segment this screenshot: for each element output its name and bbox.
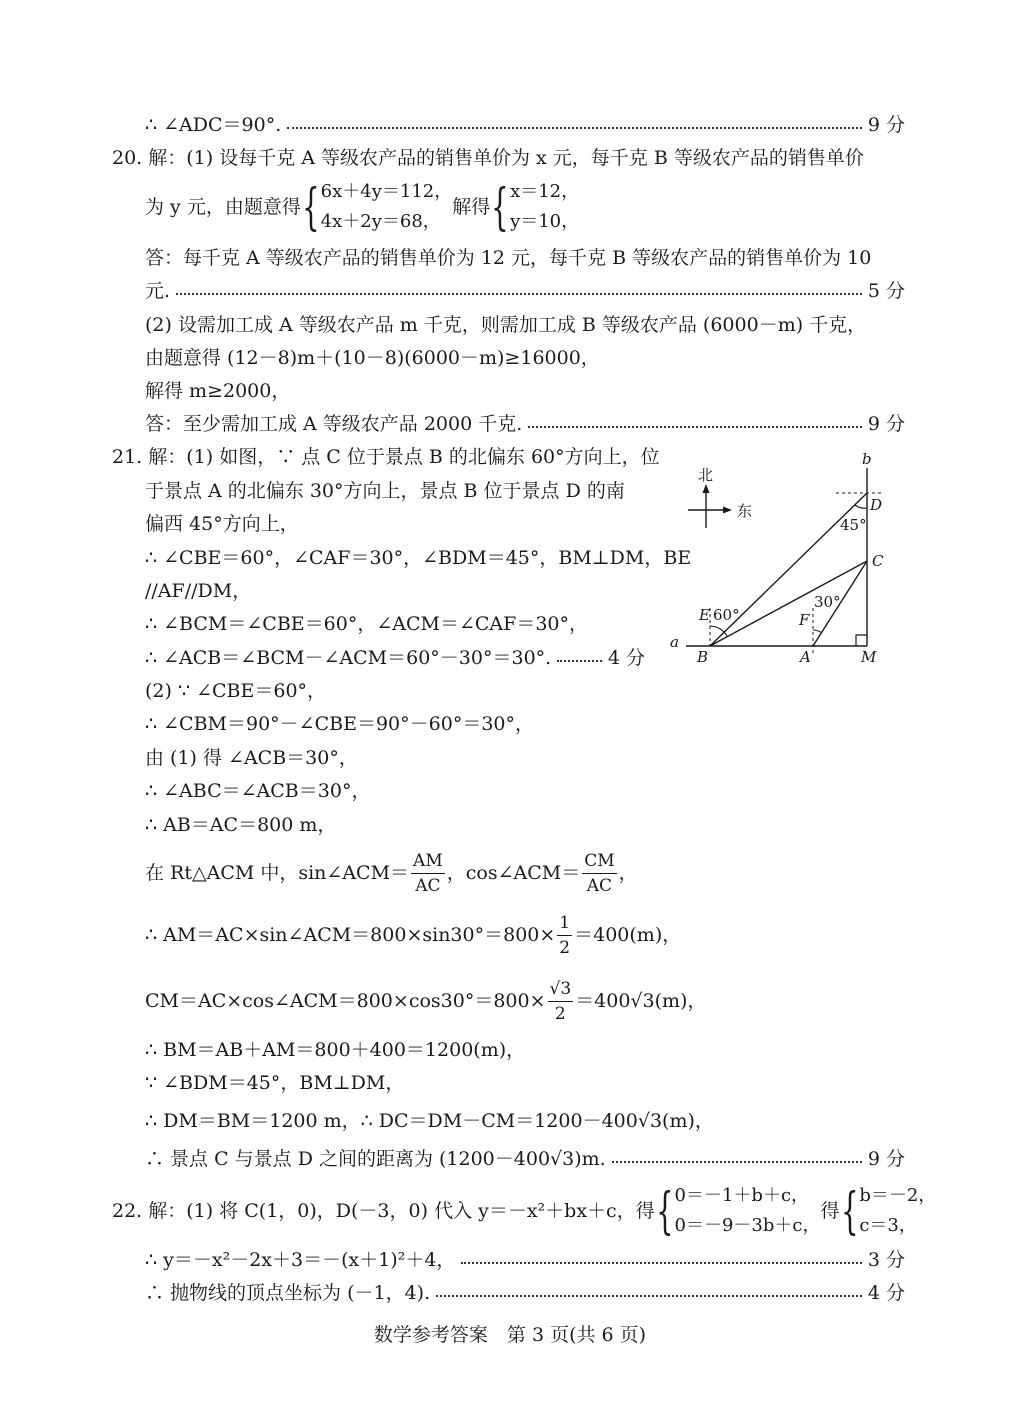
q21-line-7: ∴ ∠ACB＝∠BCM－∠ACM＝60°－30°＝30°. 4 分 (145, 643, 645, 673)
angle-label-30: 30° (814, 593, 841, 611)
q20-part2-line-3: 解得 m≥2000， (145, 380, 291, 402)
leader-dots (528, 426, 862, 428)
fraction: $\frac{CM}{AC}$ (584, 850, 615, 896)
label-point-c: C (872, 552, 884, 570)
label-point-b: B (697, 648, 709, 666)
q21-line-6: ∴ ∠BCM＝∠CBE＝60°，∠ACM＝∠CAF＝30°， (145, 613, 588, 635)
leader-dots (461, 1262, 861, 1264)
q21-bm-line: ∴ BM＝AB＋AM＝800＋400＝1200(m)， (145, 1039, 526, 1061)
equation-system: { 6x＋4y＝112， 4x＋2y＝68， (301, 178, 453, 236)
q21-line-3: 偏西 45°方向上， (145, 513, 299, 535)
q20-line-1: 20. 解：(1) 设每千克 A 等级农产品的销售单价为 x 元，每千克 B 等级农产品的销售单价 (112, 147, 864, 169)
leader-dots (612, 1161, 862, 1163)
q21-line-1: 21. 解：(1) 如图，∵ 点 C 位于景点 B 的北偏东 60°方向上，位 (112, 446, 660, 468)
leader-dots (287, 127, 862, 129)
solution-system: { x＝12， y＝10， (491, 178, 580, 236)
leader-dots (176, 293, 862, 295)
q20-equation-line: 为 y 元，由题意得 { 6x＋4y＝112， 4x＋2y＝68， 解得 { x＝12， y＝10， (145, 178, 580, 236)
q21-line-5: //AF//DM， (145, 580, 252, 602)
label-point-e: E (699, 606, 710, 624)
q21-am-line: ∴ AM＝AC×sin∠ACM＝800×sin30°＝800× $\frac{1}{2}$ ＝400(m)， (145, 912, 682, 958)
q20-answer-line-2: 元. 5 分 (145, 276, 905, 306)
q21-bdm-line: ∵ ∠BDM＝45°，BM⊥DM， (145, 1072, 405, 1094)
equation-system: { 0＝－1＋b＋c， 0＝－9－3b＋c， (655, 1182, 821, 1240)
q21-cm-line: CM＝AC×cos∠ACM＝800×cos30°＝800× $\frac{√3}{2}$ ＝400√3(m)， (145, 978, 707, 1024)
score-label: 9 分 (867, 114, 905, 136)
north-arrow-icon (703, 484, 710, 493)
q21-line-4: ∴ ∠CBE＝60°，∠CAF＝30°，∠BDM＝45°，BM⊥DM，BE (145, 547, 692, 569)
fraction: $\frac{√3}{2}$ (549, 978, 572, 1024)
compass-north-label: 北 (698, 466, 714, 484)
angle-label-45: 45° (840, 516, 867, 534)
q20-part2-line-1: (2) 设需加工成 A 等级农产品 m 千克，则需加工成 B 等级农产品 (6000－m) 千克， (145, 314, 867, 336)
q22-line-3: ∴ 抛物线的顶点坐标为 (－1，4). 4 分 (145, 1278, 905, 1308)
leader-dots (557, 660, 602, 662)
label-line-a: a (670, 633, 679, 651)
score-label: 5 分 (867, 280, 905, 302)
q21-dc-line: ∴ DM＝BM＝1200 m，∴ DC＝DM－CM＝1200－400√3(m)， (145, 1110, 714, 1132)
q22-line-2: ∴ y＝－x²－2x＋3＝－(x＋1)²＋4， 3 分 (145, 1245, 905, 1275)
page-footer: 数学参考答案 第 3 页(共 6 页) (373, 1324, 647, 1346)
solution-system: { b＝－2， c＝3， (840, 1182, 937, 1240)
geometry-figure (668, 450, 908, 675)
leader-dots (436, 1295, 862, 1297)
q21-line-11: ∴ ∠ABC＝∠ACB＝30°， (145, 780, 371, 802)
q20-part2-answer: 答：至少需加工成 A 等级农产品 2000 千克. 9 分 (145, 409, 905, 439)
q21-line-12: ∴ AB＝AC＝800 m， (145, 814, 337, 836)
q21-conclusion: ∴ 景点 C 与景点 D 之间的距离为 (1200－400√3)m. 9 分 (145, 1144, 905, 1174)
q21-line-8: (2) ∵ ∠CBE＝60°， (145, 680, 327, 702)
q22-equation-line: 22. 解：(1) 将 C(1，0)，D(－3，0) 代入 y＝－x²＋bx＋c，得 { 0＝－1＋b＋c， 0＝－9－3b＋c， 得 { b＝－2， c＝3， (112, 1182, 937, 1240)
right-angle-mark (856, 635, 867, 646)
label-point-f: F (799, 611, 810, 629)
q21-sin-cos-line: 在 Rt△ACM 中，sin∠ACM＝ $\frac{AM}{AC}$ ，cos∠ACM＝ $\frac{CM}{AC}$ ， (145, 850, 638, 896)
angle-label-60: 60° (713, 606, 740, 624)
score-label: 3 分 (867, 1249, 905, 1271)
q20-part2-line-2: 由题意得 (12－8)m＋(10－8)(6000－m)≥16000， (145, 347, 600, 369)
angle-arc-30 (813, 630, 822, 633)
fraction: $\frac{AM}{AC}$ (413, 850, 443, 896)
score-label: 9 分 (867, 413, 905, 435)
score-label: 4 分 (867, 1282, 905, 1304)
answer-line-adc: ∴ ∠ADC＝90°. 9 分 (145, 110, 905, 140)
east-arrow-icon (723, 507, 732, 514)
fraction: $\frac{1}{2}$ (559, 912, 571, 958)
compass-east-label: 东 (737, 502, 753, 520)
label-point-d: D (870, 496, 883, 514)
q21-line-2: 于景点 A 的北偏东 30°方向上，景点 B 位于景点 D 的南 (145, 480, 625, 502)
q21-line-10: 由 (1) 得 ∠ACB＝30°， (145, 747, 358, 769)
score-label: 4 分 (607, 647, 645, 669)
label-line-b: b (862, 450, 872, 468)
segment-bc (710, 561, 867, 646)
label-point-m: M (861, 648, 877, 666)
label-point-a: A (800, 648, 811, 666)
angle-arc-45 (855, 505, 867, 508)
q20-answer-line-1: 答：每千克 A 等级农产品的销售单价为 12 元，每千克 B 等级农产品的销售单价为 10 (145, 247, 872, 269)
q21-line-9: ∴ ∠CBM＝90°－∠CBE＝90°－60°＝30°， (145, 713, 534, 735)
score-label: 9 分 (867, 1148, 905, 1170)
